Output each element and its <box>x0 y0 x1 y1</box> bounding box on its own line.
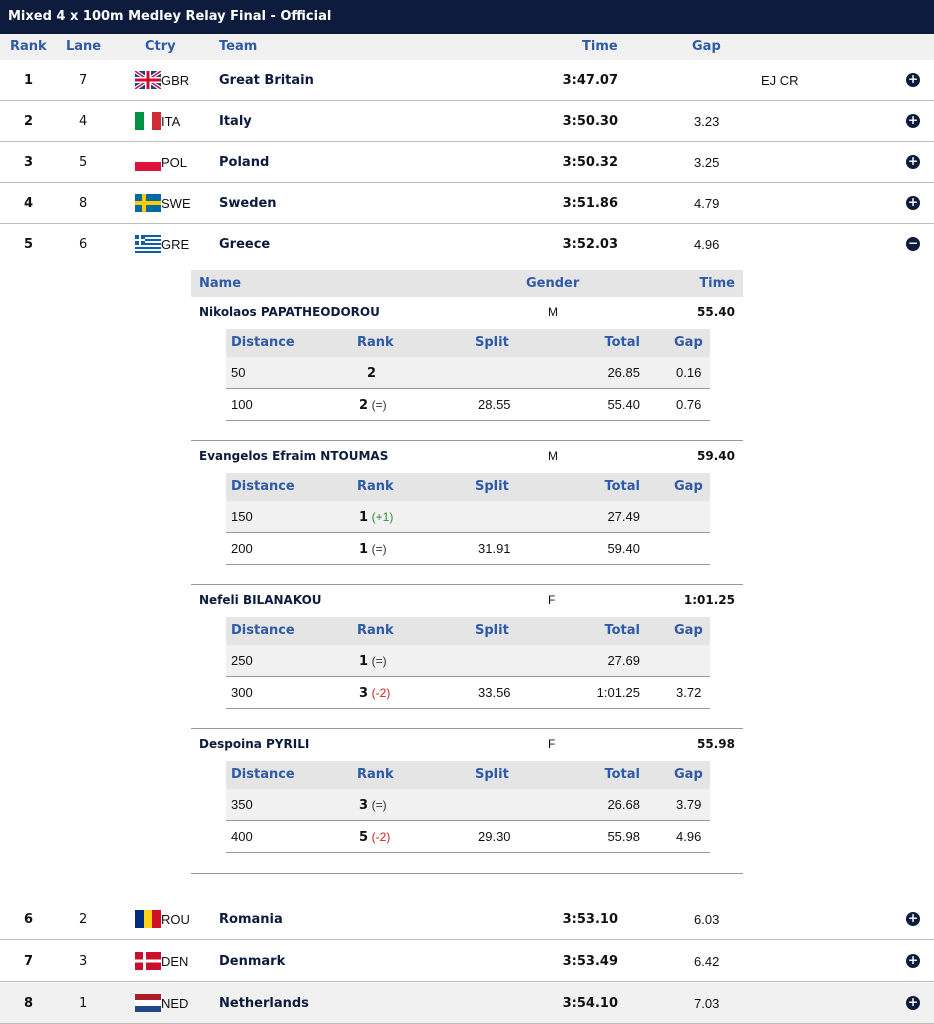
split-gap: 4.96 <box>676 829 702 844</box>
team-lane: 6 <box>79 237 88 252</box>
split-total: 26.68 <box>607 797 640 812</box>
team-detail-panel <box>191 270 743 874</box>
team-name: Italy <box>219 114 252 129</box>
swimmer-block <box>191 441 743 584</box>
team-rank: 2 <box>24 114 34 129</box>
split-row <box>226 645 710 677</box>
split-row <box>226 677 710 709</box>
team-name: Sweden <box>219 196 277 211</box>
swimmer-gender: M <box>548 449 558 463</box>
expand-plus-icon[interactable]: + <box>907 154 919 168</box>
team-time: 3:54.10 <box>562 996 618 1011</box>
splits-header-gap: Gap <box>674 335 703 350</box>
team-country-code: DEN <box>161 954 189 969</box>
splits-header-rank: Rank <box>357 479 394 494</box>
swimmer-name: Nefeli BILANAKOU <box>199 593 322 607</box>
collapse-minus-icon[interactable]: − <box>907 236 919 250</box>
splits-header-distance: Distance <box>231 479 295 494</box>
split-time: 31.91 <box>478 541 511 556</box>
splits-header-gap: Gap <box>674 479 703 494</box>
splits-header-row <box>226 473 710 501</box>
split-total: 26.85 <box>607 365 640 380</box>
team-time: 3:50.32 <box>562 155 618 170</box>
split-rank-change: (-2) <box>371 830 391 844</box>
splits-header-rank: Rank <box>357 335 394 350</box>
split-rank-value: 3 <box>359 686 369 701</box>
team-row-expanded[interactable] <box>0 224 934 264</box>
splits-header-split: Split <box>475 767 509 782</box>
detail-header-row <box>191 270 743 297</box>
split-total: 59.40 <box>607 541 640 556</box>
split-rank <box>359 653 387 669</box>
team-time: 3:53.49 <box>562 954 618 969</box>
team-country-code: ROU <box>161 912 190 927</box>
split-rank-value: 1 <box>359 542 369 557</box>
split-time: 29.30 <box>478 829 511 844</box>
splits-header-split: Split <box>475 479 509 494</box>
team-lane: 4 <box>79 114 88 129</box>
split-gap: 3.72 <box>676 685 702 700</box>
team-rank: 8 <box>24 996 34 1011</box>
team-time: 3:52.03 <box>562 237 618 252</box>
split-time: 33.56 <box>478 685 511 700</box>
split-distance: 100 <box>231 397 253 412</box>
team-row[interactable] <box>0 983 934 1024</box>
expand-plus-icon[interactable]: + <box>907 995 919 1009</box>
detail-header-name: Name <box>199 276 242 291</box>
split-rank-value: 2 <box>359 398 369 413</box>
split-distance: 200 <box>231 541 253 556</box>
team-rank: 4 <box>24 196 34 211</box>
team-row[interactable] <box>0 941 934 982</box>
team-lane: 8 <box>79 196 88 211</box>
split-rank-change: (=) <box>371 654 387 668</box>
team-country-code: ITA <box>161 114 181 129</box>
split-rank <box>359 509 393 525</box>
splits-header-split: Split <box>475 335 509 350</box>
split-rank-value: 1 <box>359 654 369 669</box>
team-rank: 1 <box>24 73 34 88</box>
split-rank-change: (-2) <box>371 686 391 700</box>
split-rank-value: 1 <box>359 510 369 525</box>
swimmer-time: 55.98 <box>697 737 735 751</box>
splits-header-distance: Distance <box>231 623 295 638</box>
splits-header-distance: Distance <box>231 767 295 782</box>
swimmer-name: Despoina PYRILI <box>199 737 310 751</box>
team-rank: 3 <box>24 155 34 170</box>
team-lane: 2 <box>79 912 88 927</box>
swimmer-time: 59.40 <box>697 449 735 463</box>
flag-den-icon <box>135 952 161 970</box>
splits-header-total: Total <box>604 623 640 638</box>
split-distance: 350 <box>231 797 253 812</box>
team-gap: 6.03 <box>694 912 720 927</box>
team-row[interactable] <box>0 101 934 142</box>
team-name: Poland <box>219 155 270 170</box>
swimmer-time: 55.40 <box>697 305 735 319</box>
split-gap: 3.79 <box>676 797 702 812</box>
expand-plus-icon[interactable]: + <box>907 953 919 967</box>
team-time: 3:47.07 <box>562 73 618 88</box>
splits-header-rank: Rank <box>357 623 394 638</box>
split-rank-value: 3 <box>359 798 369 813</box>
split-row <box>226 533 710 565</box>
split-total: 27.49 <box>607 509 640 524</box>
split-total: 55.40 <box>607 397 640 412</box>
team-row[interactable] <box>0 183 934 224</box>
splits-header-gap: Gap <box>674 623 703 638</box>
team-row[interactable] <box>0 60 934 101</box>
header-ctry: Ctry <box>145 39 176 54</box>
team-name: Netherlands <box>219 996 309 1011</box>
expand-plus-icon[interactable]: + <box>907 113 919 127</box>
team-rank: 5 <box>24 237 34 252</box>
flag-ned-icon <box>135 994 161 1012</box>
flag-rou-icon <box>135 910 161 928</box>
team-time: 3:50.30 <box>562 114 618 129</box>
detail-header-gender: Gender <box>526 276 580 291</box>
split-row <box>226 501 710 533</box>
split-rank-value: 2 <box>367 366 377 381</box>
team-lane: 3 <box>79 954 88 969</box>
team-country-code: SWE <box>161 196 191 211</box>
team-country-code: GRE <box>161 237 190 252</box>
expand-plus-icon[interactable]: + <box>907 911 919 925</box>
splits-header-row <box>226 761 710 789</box>
swimmer-gender: F <box>548 593 556 607</box>
split-rank <box>359 829 390 845</box>
split-row <box>226 389 710 421</box>
detail-header-time: Time <box>699 276 735 291</box>
split-row <box>226 357 710 389</box>
swimmer-gender: M <box>548 305 558 319</box>
splits-header-total: Total <box>604 335 640 350</box>
swimmer-name: Evangelos Efraim NTOUMAS <box>199 449 389 463</box>
team-gap: 3.25 <box>694 155 720 170</box>
split-distance: 50 <box>231 365 246 380</box>
flag-swe-icon <box>135 194 161 212</box>
split-gap: 0.76 <box>676 397 702 412</box>
split-rank <box>367 365 376 381</box>
split-total: 27.69 <box>607 653 640 668</box>
split-rank <box>359 541 387 557</box>
header-rank: Rank <box>10 39 47 54</box>
team-time: 3:53.10 <box>562 912 618 927</box>
swimmer-gender: F <box>548 737 556 751</box>
team-lane: 5 <box>79 155 88 170</box>
results-title: Mixed 4 x 100m Medley Relay Final - Official <box>0 0 934 34</box>
split-distance: 150 <box>231 509 253 524</box>
team-row[interactable] <box>0 899 934 940</box>
splits-header-total: Total <box>604 767 640 782</box>
team-gap: 6.42 <box>694 954 720 969</box>
swimmer-block <box>191 585 743 728</box>
split-rank-value: 5 <box>359 830 369 845</box>
split-row <box>226 821 710 853</box>
expand-plus-icon[interactable]: + <box>907 195 919 209</box>
team-gap: 4.79 <box>694 196 720 211</box>
header-gap: Gap <box>692 39 721 54</box>
flag-pol-icon <box>135 153 161 171</box>
team-name: Great Britain <box>219 73 314 88</box>
team-gap: 7.03 <box>694 996 720 1011</box>
split-rank-change: (=) <box>371 798 387 812</box>
swimmer-time: 1:01.25 <box>683 593 735 607</box>
split-rank <box>359 685 390 701</box>
splits-header-row <box>226 617 710 645</box>
team-name: Romania <box>219 912 283 927</box>
split-time: 28.55 <box>478 397 511 412</box>
split-rank <box>359 397 387 413</box>
split-gap: 0.16 <box>676 365 702 380</box>
split-rank-change: (+1) <box>371 510 394 524</box>
team-country-code: GBR <box>161 73 190 88</box>
flag-ita-icon <box>135 112 161 130</box>
swimmer-name: Nikolaos PAPATHEODOROU <box>199 305 380 319</box>
team-gap: 4.96 <box>694 237 720 252</box>
split-total: 55.98 <box>607 829 640 844</box>
header-lane: Lane <box>66 39 102 54</box>
expand-plus-icon[interactable]: + <box>907 72 919 86</box>
team-time: 3:51.86 <box>562 196 618 211</box>
team-row[interactable] <box>0 142 934 183</box>
flag-gbr-icon <box>135 71 161 89</box>
team-gap: 3.23 <box>694 114 720 129</box>
results-header-row <box>0 34 934 60</box>
splits-header-gap: Gap <box>674 767 703 782</box>
team-name: Denmark <box>219 954 286 969</box>
team-rank: 6 <box>24 912 34 927</box>
team-name: Greece <box>219 237 271 252</box>
team-country-code: POL <box>161 155 188 170</box>
team-lane: 1 <box>79 996 88 1011</box>
swimmer-block <box>191 729 743 872</box>
splits-header-row <box>226 329 710 357</box>
header-team: Team <box>219 39 258 54</box>
team-rank: 7 <box>24 954 34 969</box>
split-distance: 300 <box>231 685 253 700</box>
splits-header-total: Total <box>604 479 640 494</box>
split-rank <box>359 797 387 813</box>
splits-header-rank: Rank <box>357 767 394 782</box>
swimmer-block <box>191 297 743 440</box>
flag-gre-icon <box>135 235 161 253</box>
splits-header-split: Split <box>475 623 509 638</box>
team-notes: EJ CR <box>761 73 799 88</box>
team-lane: 7 <box>79 73 88 88</box>
split-distance: 400 <box>231 829 253 844</box>
split-total: 1:01.25 <box>596 685 640 700</box>
split-row <box>226 789 710 821</box>
team-country-code: NED <box>161 996 189 1011</box>
header-time: Time <box>582 39 618 54</box>
split-rank-change: (=) <box>371 398 387 412</box>
split-distance: 250 <box>231 653 253 668</box>
split-rank-change: (=) <box>371 542 387 556</box>
splits-header-distance: Distance <box>231 335 295 350</box>
